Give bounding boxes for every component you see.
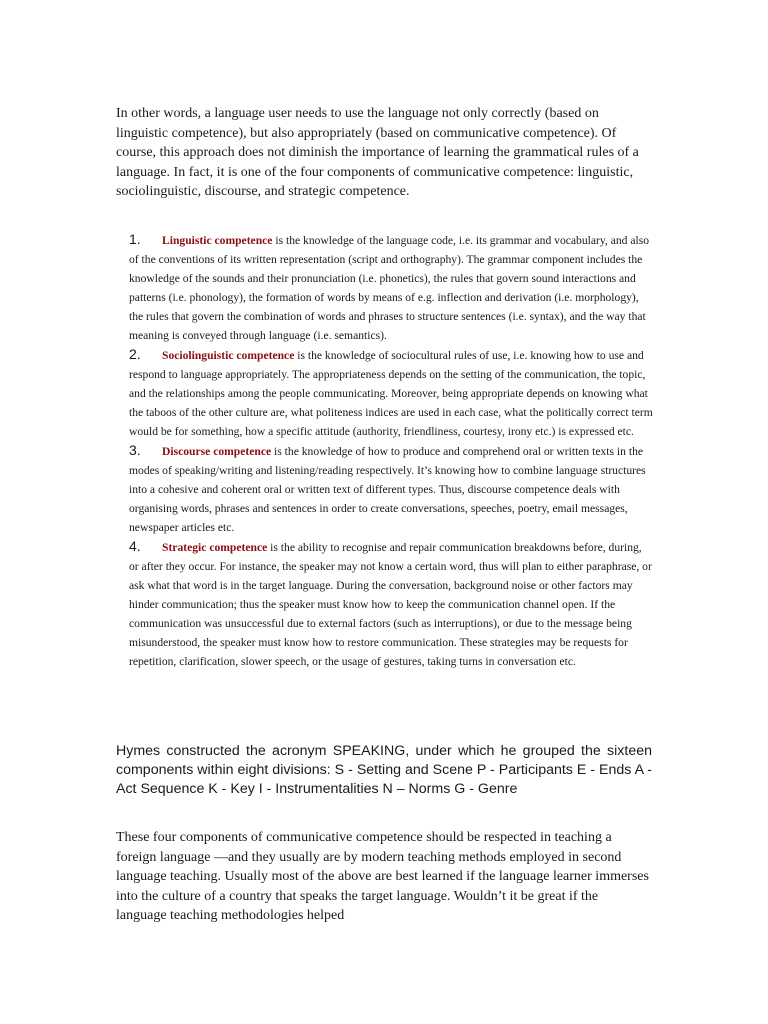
competence-term: Discourse competence — [162, 445, 272, 458]
competence-description: is the knowledge of how to produce and comprehend oral or written texts in the modes of speaking/writing and listening/reading respectively. It’s knowing how to combine language structures into a cohesive and coherent oral or written text of different types. Thus, discourse competence deals with organising words, phrases and sentences in order to create conversations, speeches, poetry, email messages, newspaper articles etc. — [129, 445, 646, 534]
competence-term: Strategic competence — [162, 541, 268, 554]
intro-paragraph: In other words, a language user needs to use the language not only correctly (based on linguistic competence), but also appropriately (based on communicative competence). Of course, this approach does not diminish the importance of learning the grammatical rules of a language. In fact, it is one of the four components of communicative competence: linguistic, sociolinguistic, discourse, and strategic competence. — [116, 106, 639, 199]
list-number: 3. — [129, 442, 141, 458]
competence-list — [129, 230, 654, 671]
competence-term: Sociolinguistic competence — [162, 349, 295, 362]
list-number: 1. — [129, 231, 141, 247]
list-number: 4. — [129, 538, 141, 554]
closing-paragraph: These four components of communicative competence should be respected in teaching a foreign language —and they usually are by modern teaching methods employed in second language teaching. Usually most of the above are best learned if the language learner immerses into the culture of a country that speaks the target language. Wouldn’t it be great if the language teaching methodologies helped — [116, 830, 649, 923]
list-number: 2. — [129, 346, 141, 362]
list-item — [129, 345, 654, 441]
competence-description: is the knowledge of the language code, i.e. its grammar and vocabulary, and also of the conventions of its written representation (script and orthography). The grammar component includes the knowledge of the sounds and their pronunciation (i.e. phonetics), the rules that govern sound interactions and patterns (i.e. phonology), the formation of words by means of e.g. inflection and derivation (i.e. morphology), the rules that govern the combination of words and phrases to structure sentences (i.e. syntax), and the way that meaning is conveyed through language (i.e. semantics). — [129, 234, 650, 342]
list-item — [129, 537, 654, 671]
hymes-paragraph: Hymes constructed the acronym SPEAKING, under which he grouped the sixteen components within eight divisions: S - Setting and Scene P - Participants E - Ends A - Act Sequence K - Key I - Instrumentalities N – Norms G - Genre — [116, 743, 652, 797]
competence-description: is the ability to recognise and repair communication breakdowns before, during, or after they occur. For instance, the speaker may not know a certain word, thus will plan to either paraphrase, or ask what that word is in the target language. During the conversation, background noise or other factors may hinder communication; thus the speaker must know how to keep the communication channel open. If the communication was unsuccessful due to external factors (such as interruptions), or due to the message being misunderstood, the speaker must know how to restore communication. These strategies may be requests for repetition, clarification, slower speech, or the usage of gestures, taking turns in conversation etc. — [129, 541, 652, 668]
competence-description: is the knowledge of sociocultural rules of use, i.e. knowing how to use and respond to language appropriately. The appropriateness depends on the setting of the communication, the topic, and the relationships among the people communicating. Moreover, being appropriate depends on knowing what the taboos of the other culture are, what politeness indices are used in each case, what the politically correct term would be for something, how a specific attitude (authority, friendliness, courtesy, irony etc.) is expressed etc. — [129, 349, 653, 438]
list-item — [129, 441, 654, 537]
competence-term: Linguistic competence — [162, 234, 273, 247]
list-item — [129, 230, 654, 345]
